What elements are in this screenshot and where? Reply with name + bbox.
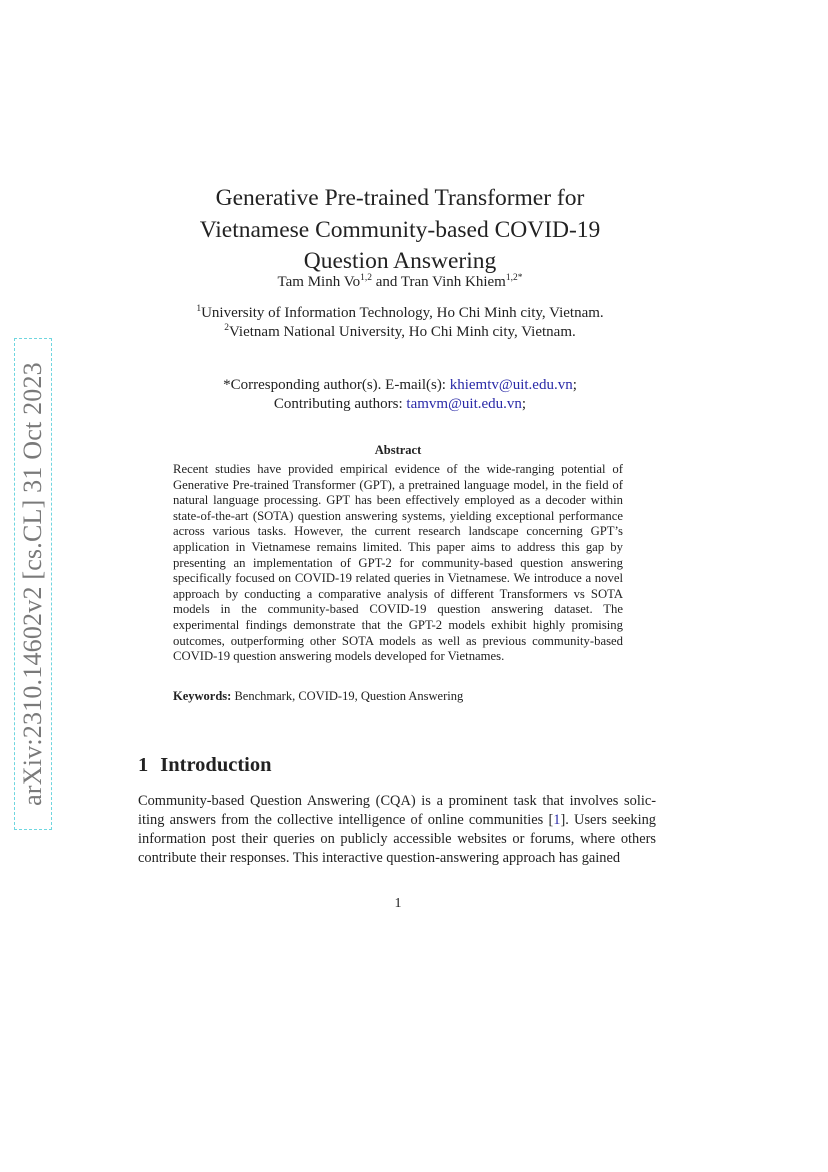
contributing-label: Contributing authors: [273, 396, 407, 412]
contributing-authors-line [0, 394, 800, 414]
author-name: Tam Minh Vo [277, 274, 361, 290]
punctuation: ; [521, 396, 527, 412]
title-line: Vietnamese Community-based COVID-19 [199, 216, 601, 243]
author-connector: and [371, 274, 401, 290]
affiliation-mark: 1 [196, 304, 202, 314]
corresponding-author-line [0, 375, 800, 395]
paragraph-line [138, 811, 656, 830]
section-title: Introduction [160, 754, 272, 776]
affiliation [0, 303, 800, 323]
contributing-email-link[interactable]: tamvm@uit.edu.vn [406, 396, 522, 412]
author-affiliation-mark: 1,2* [505, 273, 523, 283]
author-list [0, 272, 800, 292]
paragraph-line: Community-based Question Answering (CQA) is a prominent task that involves solic- [138, 793, 656, 809]
corresponding-label: *Corresponding author(s). E-mail(s): [223, 377, 450, 393]
author-affiliation-mark: 1,2 [360, 273, 372, 283]
author-name: Tran Vinh Khiem [400, 274, 506, 290]
keywords-label: Keywords: [173, 689, 232, 703]
paragraph-line: contribute their responses. This interactive question-answering approach has gained [138, 850, 621, 867]
introduction-paragraph [138, 792, 656, 868]
abstract-heading: Abstract [374, 443, 422, 457]
paragraph-line: information post their queries on publicly accessible websites or forums, where others [138, 831, 656, 848]
citation-link[interactable]: 1 [553, 812, 561, 829]
corresponding-email-link[interactable]: khiemtv@uit.edu.vn [449, 377, 573, 393]
title-line: Generative Pre-trained Transformer for [215, 185, 585, 211]
line-text: iting answers from the collective intelligence of online communities [ [138, 812, 554, 829]
affiliation-text: Vietnam National University, Ho Chi Minh city, Vietnam. [228, 324, 576, 340]
section-heading [138, 754, 272, 777]
keywords [173, 689, 463, 704]
abstract-body: Recent studies have provided empirical evidence of the wide-ranging potential of Generative Pre-trained Transformer (GPT), a pretrained language model, in the field of natural language processing. GPT has been effectively employed as a decoder within state-of-the-art (SOTA) question answering systems, yielding exceptional performance across various tasks. However, the current research landscape concerning GPT’s application in Vietnamese remains limited. This paper aims to address this gap by presenting an implementation of GPT-2 for community-based question answering specifically focused on COVID-19 related queries in Vietnamese. We introduce a novel approach by conducting a comparative analysis of different Transformers vs SOTA models in the community-based COVID-19 question answering dataset. The experimental findings demonstrate that the GPT-2 models exhibit highly promising outcomes, outperforming other SOTA models as well as previous community-based COVID-19 question answering models developed for Vietnames. [173, 462, 623, 664]
affiliation-text: University of Information Technology, Ho Chi Minh city, Vietnam. [201, 305, 604, 321]
affiliation-mark: 2 [224, 323, 229, 333]
affiliation [0, 322, 800, 342]
paper-title [0, 183, 800, 278]
keywords-value: Benchmark, COVID-19, Question Answering [234, 689, 464, 703]
title-line: Question Answering [303, 248, 497, 274]
punctuation: ; [572, 377, 577, 393]
page-number: 1 [394, 896, 402, 911]
arxiv-identifier: arXiv:2310.14602v2 [cs.CL] 31 Oct 2023 [18, 362, 48, 806]
section-number: 1 [138, 754, 149, 776]
line-text: ]. Users seeking [560, 812, 656, 829]
